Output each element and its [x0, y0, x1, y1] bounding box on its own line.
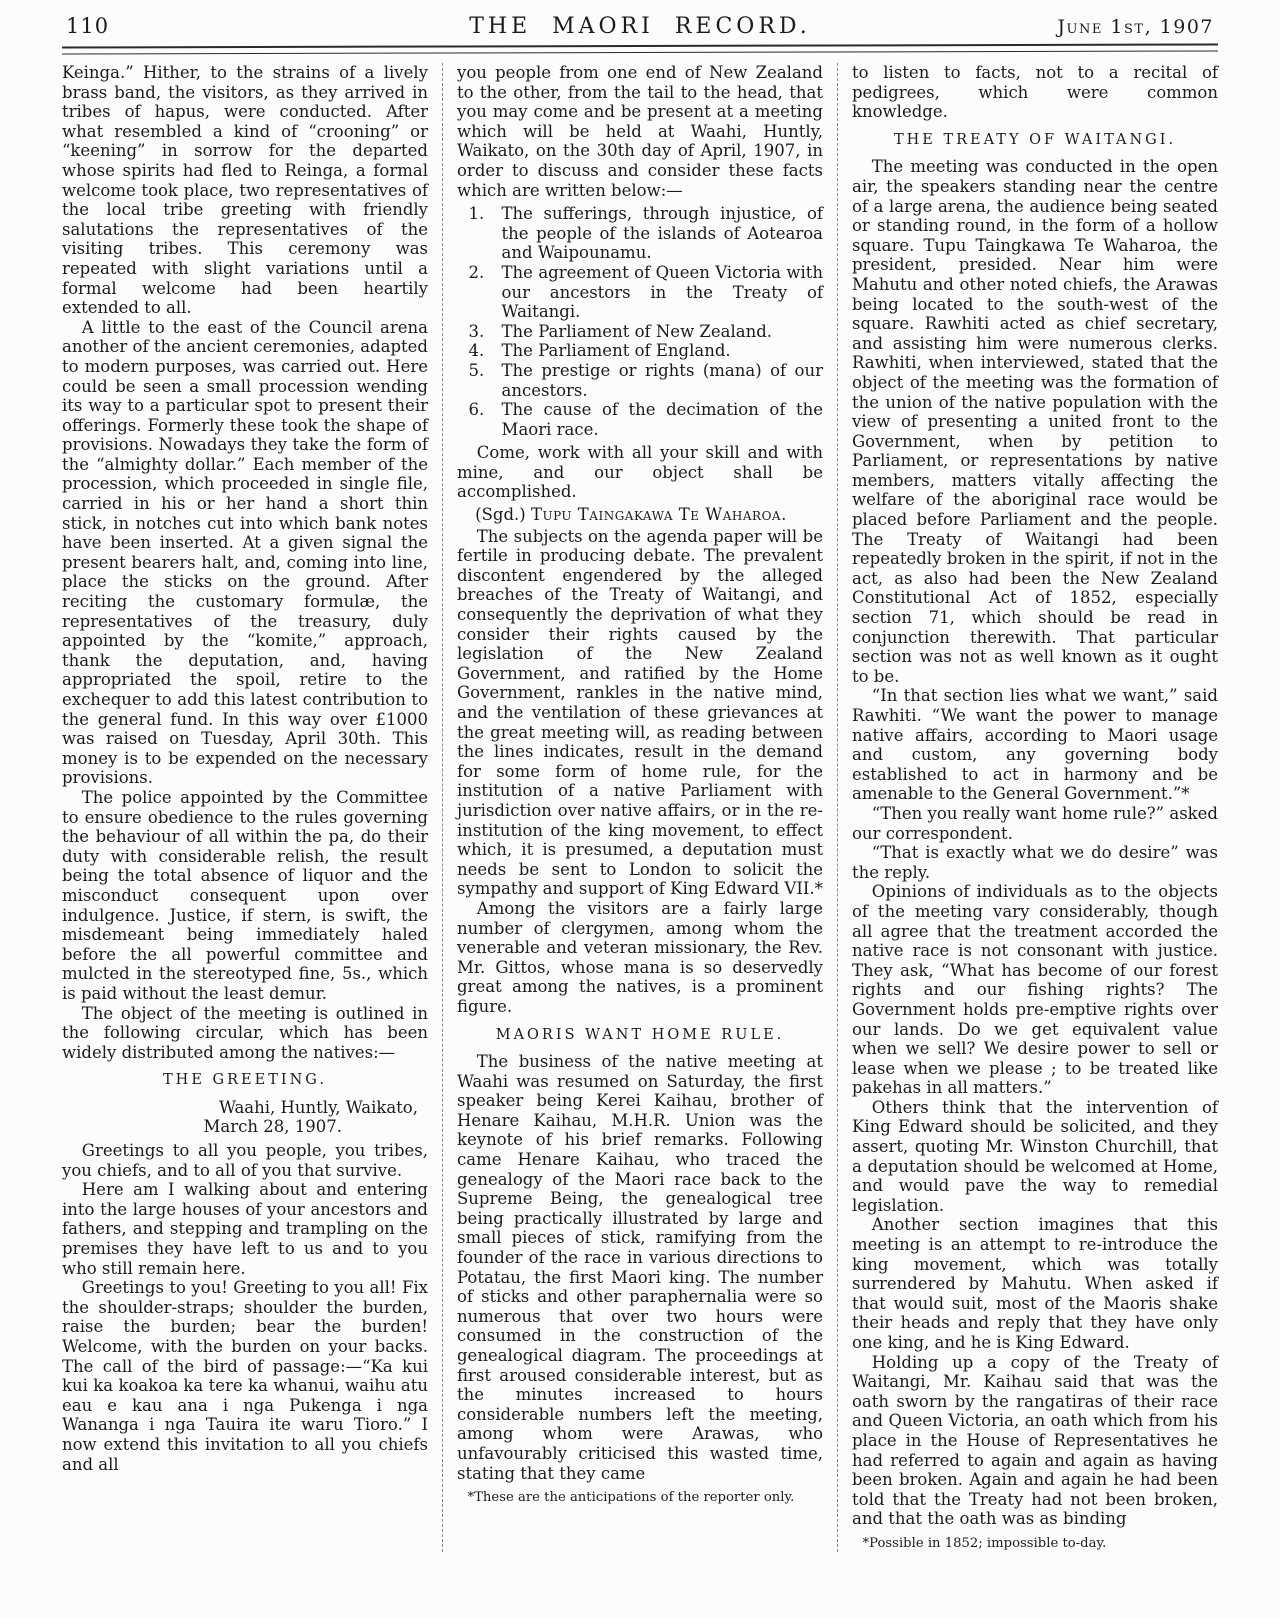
section-heading-home-rule: MAORIS WANT HOME RULE.: [495, 1026, 785, 1043]
paragraph: “That is exactly what we do desire” was the reply.: [852, 843, 1218, 882]
section-heading-treaty: THE TREATY OF WAITANGI.: [893, 131, 1177, 148]
signature-prefix: (Sgd.): [475, 505, 526, 525]
list-number: 3.: [468, 321, 485, 341]
paragraph: Another section imagines that this meeting is an attempt to re-introduce the king movement, which was totally surrendered by Mahutu. When asked if that would suit, most of the Maoris shake their heads and reply that they have only one king, and he is King Edward.: [852, 1215, 1218, 1352]
column-1: [62, 63, 442, 1552]
agenda-list: [457, 204, 823, 439]
paragraph: Opinions of individuals as to the objects of the meeting vary considerably, though all agree that the treatment accorded the native race is not consonant with justice. They ask, “What has become of our forest rights and our fishing rights? The Government holds pre-emptive rights over our lands. Do we get equivalent value when we sell? We desire power to sell or lease when we please ; to be treated like pakehas in all matters.”: [852, 882, 1218, 1098]
paragraph: The subjects on the agenda paper will be fertile in producing debate. The prevalent discontent engendered by the alleged breaches of the Treaty of Waitangi, and consequently the deprivation of what they consider their rights caused by the legislation of the New Zealand Government, and ratified by the Home Government, rankles in the native mind, and the ventilation of these grievances at the great meeting will, as reading between the lines indicates, result in the demand for some form of home rule, for the institution of a native Parliament with jurisdiction over native affairs, or in the re-institution of the king movement, to effect which, it is presumed, a deputation must needs be sent to London to solicit the sympathy and support of King Edward VII.*: [457, 526, 823, 899]
list-item-text: The agreement of Queen Victoria with our ancestors in the Treaty of Waitangi.: [501, 262, 823, 322]
signature-name: Tupu Taingakawa Te Waharoa.: [530, 505, 787, 525]
list-item: [457, 204, 823, 263]
column-3: [838, 63, 1218, 1552]
dateline-place: Waahi, Huntly, Waikato,: [218, 1097, 418, 1117]
issue-date: June 1st, 1907: [1057, 16, 1214, 38]
page-number: 110: [66, 14, 110, 38]
paragraph: Holding up a copy of the Treaty of Waitangi, Mr. Kaihau said that was the oath sworn by the rangatiras of their race and Queen Victoria, an oath which from his place in the House of Representatives he had referred to again and again as having been broken. Again and again he had been told that the Treaty had not been broken, and that the oath was as binding: [852, 1352, 1218, 1529]
paragraph: The object of the meeting is outlined in the following circular, which has been widely distributed among the natives:—: [62, 1003, 428, 1062]
paragraph: to listen to facts, not to a recital of pedigrees, which were common knowledge.: [852, 63, 1218, 122]
section-heading-greeting: THE GREETING.: [163, 1072, 327, 1089]
list-item-text: The Parliament of England.: [501, 341, 731, 361]
list-item: [457, 263, 823, 322]
paragraph: The meeting was conducted in the open air, the speakers standing near the centre of a large arena, the audience being seated or standing round, in the form of a hollow square. Tupu Taingkawa Te Waharoa, the president, presided. Near him were Mahutu and other noted chiefs, the Arawas being located to the south-west of the square. Rawhiti acted as chief secretary, and assisting him were numerous clerks. Rawhiti, when interviewed, stated that the object of the meeting was the formation of the union of the native population with the view of presenting a united front to the Government, when by petition to Parliament, or representations by native members, matters vitally affecting the welfare of the aboriginal race would be placed before Parliament and the people. The Treaty of Waitangi had been repeatedly broken in the spirit, if not in the act, as also had been the New Zealand Constitutional Act of 1852, especially section 71, which should be read in conjunction therewith. That particular section was not as well known as it ought to be.: [852, 157, 1218, 686]
list-number: 1.: [468, 204, 485, 224]
paragraph: The business of the native meeting at Waahi was resumed on Saturday, the first speaker being Kerei Kaihau, brother of Henare Kaihau, M.H.R. Union was the keynote of his brief remarks. Following came Henare Kaihau, who traced the genealogy of the Maori race back to the Supreme Being, the genealogical tree being practically illustrated by large and small pieces of stick, ramifying from the founder of the race in various directions to Potatau, the first Maori king. The number of sticks and other paraphernalia were so numerous that over two hours were consumed in the construction of the genealogical diagram. The proceedings at first aroused considerable interest, but as the minutes increased to hours considerable numbers left the meeting, among whom were Arawas, who unfavourably criticised this wasted time, stating that they came: [457, 1052, 823, 1483]
dateline-date: March 28, 1907.: [203, 1117, 342, 1137]
list-item: [457, 341, 823, 361]
paragraph: Greetings to all you people, you tribes, you chiefs, and to all of you that survive.: [62, 1141, 428, 1180]
paragraph: Others think that the intervention of King Edward should be solicited, and they assert, quoting Mr. Winston Churchill, that a deputation should be welcomed at Home, and would pave the way to remedial legislation.: [852, 1097, 1218, 1215]
paragraph: Here am I walking about and entering into the large houses of your ancestors and fathers, and stepping and trampling on the premises they have left to us and to you who still remain here.: [62, 1180, 428, 1278]
paragraph: you people from one end of New Zealand to the other, from the tail to the head, that you may come and be present at a meeting which will be held at Waahi, Huntly, Waikato, on the 30th day of April, 1907, in order to discuss and consider these facts which are written below:—: [457, 63, 823, 200]
list-item: [457, 400, 823, 439]
paragraph: Come, work with all your skill and with mine, and our object shall be accomplished.: [457, 443, 823, 502]
list-item-text: The cause of the decimation of the Maori race.: [501, 400, 823, 439]
paragraph: Among the visitors are a fairly large number of clergymen, among whom the venerable and veteran missionary, the Rev. Mr. Gittos, whose mana is so deservedly great among the natives, is a prominent figure.: [457, 898, 823, 1016]
list-number: 2.: [468, 262, 485, 282]
list-item: [457, 322, 823, 342]
footnote-reporter: *These are the anticipations of the reporter only.: [467, 1490, 795, 1506]
list-item-text: The Parliament of New Zealand.: [501, 321, 773, 341]
masthead-title: THE MAORI RECORD.: [469, 14, 811, 39]
list-number: 6.: [468, 400, 485, 420]
list-item-text: The prestige or rights (mana) of our ancestors.: [501, 360, 823, 400]
signature-line: [457, 505, 823, 525]
article-columns: [62, 63, 1218, 1552]
paragraph: Greetings to you! Greeting to you all! Fix the shoulder-straps; shoulder the burden, raise the burden; bear the burden! Welcome, with the burden on your backs. The call of the bird of passage:—“Ka kui kui ka koakoa ka tere ka whanui, waihu atu eau e kau ana i nga Pukenga i nga Wananga i nga Tauira ite waru Tioro.” I now extend this invitation to all you chiefs and all: [62, 1278, 428, 1474]
column-2: [442, 63, 838, 1552]
list-number: 5.: [468, 360, 485, 380]
paragraph: Keinga.” Hither, to the strains of a lively brass band, the visitors, as they arrived in tribes of hapus, were conducted. After what resembled a kind of “crooning” or “keening” in sorrow for the departed whose spirits had fled to Reinga, a formal welcome took place, two representatives of the local tribe greeting with friendly salutations the representatives of the visiting tribes. This ceremony was repeated with slight variations until a formal welcome had been heartily extended to all.: [62, 63, 428, 318]
page-header: [62, 10, 1218, 45]
paragraph: The police appointed by the Committee to ensure obedience to the rules governing the behaviour of all within the pa, do their duty with considerable relish, the result being the total absence of liquor and the misconduct consequent upon over indulgence. Justice, if stern, is swift, the misdemeant being immediately haled before the all powerful committee and mulcted in the stereotyped fine, 5s., which is paid without the least demur.: [62, 787, 428, 1003]
header-double-rule: [62, 43, 1218, 54]
list-item: [457, 361, 823, 400]
paragraph: “Then you really want home rule?” asked our correspondent.: [852, 803, 1218, 843]
list-number: 4.: [468, 341, 485, 361]
list-item-text: The sufferings, through injustice, of the people of the islands of Aotearoa and Waipounamu.: [501, 204, 823, 263]
paragraph: “In that section lies what we want,” said Rawhiti. “We want the power to manage native affairs, according to Maori usage and custom, any governing body established to act in harmony and be amenable to the General Government.”*: [852, 686, 1218, 804]
footnote-possible: *Possible in 1852; impossible to-day.: [862, 1535, 1107, 1551]
paragraph: A little to the east of the Council arena another of the ancient ceremonies, adapted to modern purposes, was carried out. Here could be seen a small procession wending its way to a particular spot to present their offerings. Formerly these took the shape of provisions. Nowadays they take the form of the “almighty dollar.” Each member of the procession, which proceeded in single file, carried in his or her hand a short thin stick, in notches cut into which bank notes have been inserted. At a given signal the present bearers halt, and, coming into line, place the sticks on the ground. After reciting the customary formulæ, the representatives of the treasury, duly appointed by the “komite,” approach, thank the deputation, and, having appropriated the spoil, retire to the exchequer to add this latest contribution to the general fund. In this way over £1000 was raised on Tuesday, April 30th. This money is to be expended on the necessary provisions.: [62, 317, 428, 788]
